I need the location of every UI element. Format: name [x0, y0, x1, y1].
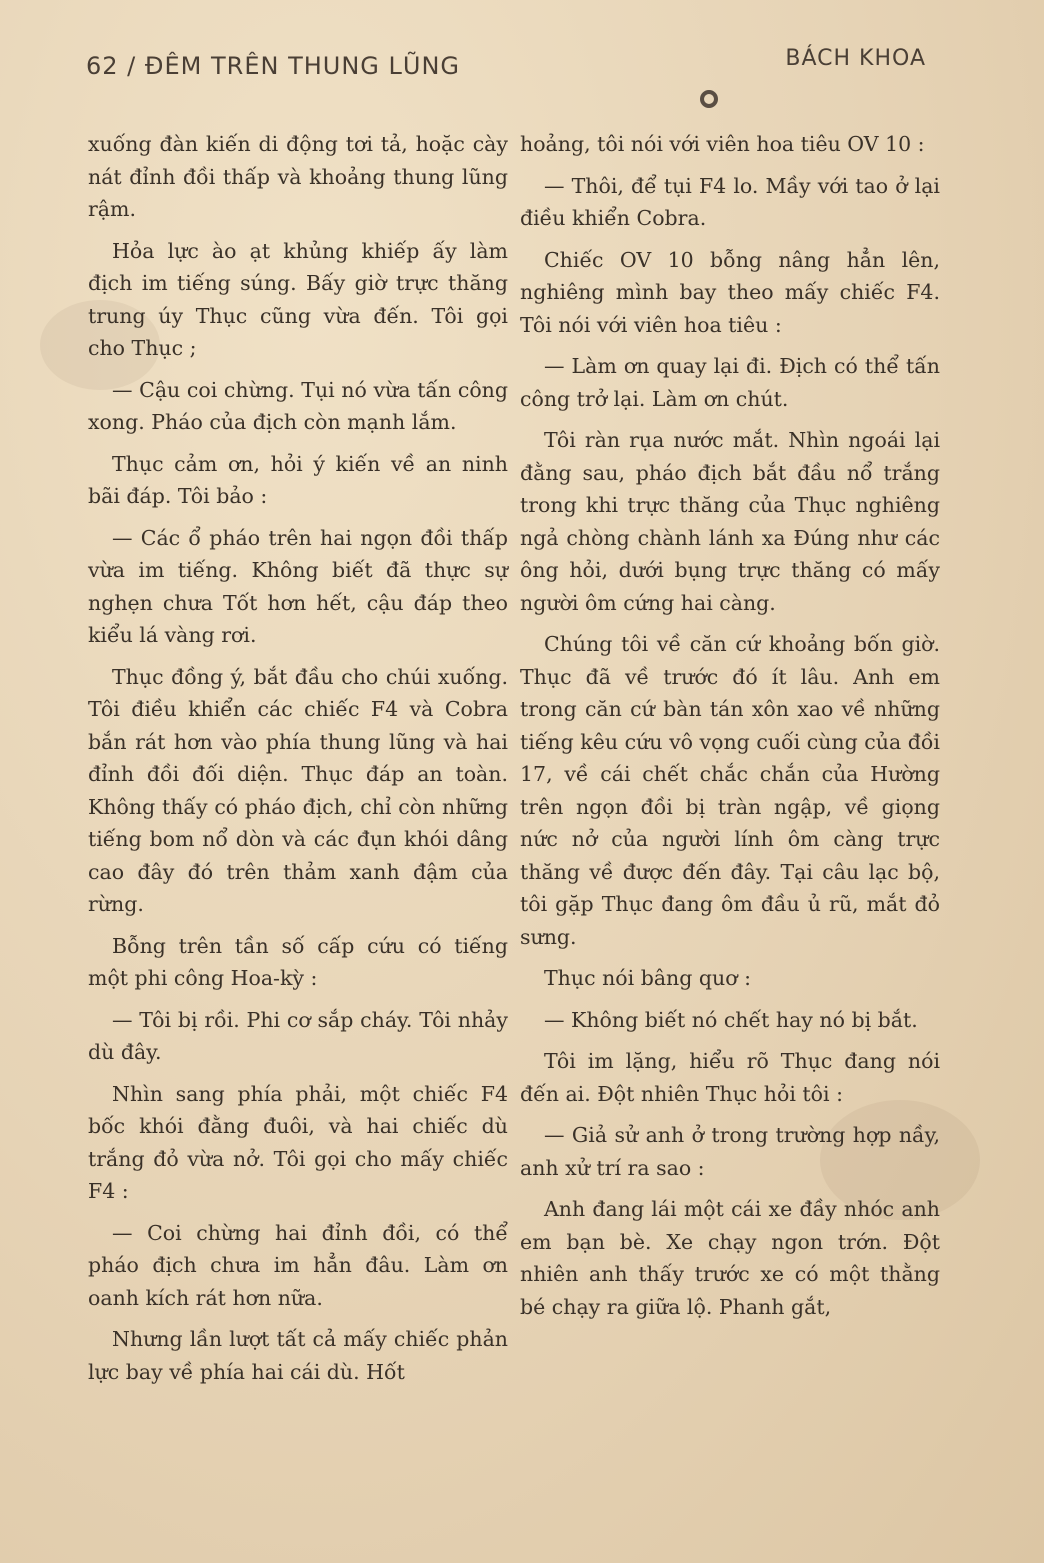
paragraph: — Các ổ pháo trên hai ngọn đồi thấp vừa im tiếng. Không biết đã thực sự nghẹn chưa Tốt hơn hết, cậu đáp theo kiểu lá vàng rơi. — [88, 525, 508, 647]
paragraph: Hỏa lực ào ạt khủng khiếp ấy làm địch im tiếng súng. Bấy giờ trực thăng trung úy Thục cũng vừa đến. Tôi gọi cho Thục ; — [88, 238, 508, 360]
paragraph: Chúng tôi về căn cứ khoảng bốn giờ. Thục đã về trước đó ít lâu. Anh em trong căn cứ bàn tán xôn xao về những tiếng kêu cứu vô vọng cuối cùng của đồi 17, về cái chết chắc chắn của Hường trên ngọn đồi bị tràn ngập, về giọng nức nở của người lính ôm càng trực thăng về được đến đây. Tại câu lạc bộ, tôi gặp Thục đang ôm đầu ủ rũ, mắt đỏ sưng. — [520, 632, 940, 949]
paragraph: Anh đang lái một cái xe đầy nhóc anh em bạn bè. Xe chạy ngon trớn. Đột nhiên anh thấy trước xe có một thằng bé chạy ra giữa lộ. Phanh gắt, — [520, 1197, 940, 1319]
right-column — [520, 128, 940, 1332]
paragraph: — Giả sử anh ở trong trường hợp nầy, anh xử trí ra sao : — [520, 1123, 940, 1180]
ornament-icon — [700, 90, 718, 108]
paragraph: Thục đồng ý, bắt đầu cho chúi xuống. Tôi điều khiển các chiếc F4 và Cobra bắn rát hơn vào phía thung lũng và hai đỉnh đồi đối diện. Thục đáp an toàn. Không thấy có pháo địch, chỉ còn những tiếng bom nổ dòn và các đụn khói dâng cao đây đó trên thảm xanh đậm của rừng. — [88, 664, 508, 916]
paragraph: Tôi im lặng, hiểu rõ Thục đang nói đến ai. Đột nhiên Thục hỏi tôi : — [520, 1049, 940, 1106]
left-column — [88, 128, 508, 1397]
paragraph: Nhìn sang phía phải, một chiếc F4 bốc khói đằng đuôi, và hai chiếc dù trắng đỏ vừa nở. Tôi gọi cho mấy chiếc F4 : — [88, 1081, 508, 1203]
paragraph: — Cậu coi chừng. Tụi nó vừa tấn công xong. Pháo của địch còn mạnh lắm. — [88, 377, 508, 434]
paragraph: — Thôi, để tụi F4 lo. Mầy với tao ở lại điều khiển Cobra. — [520, 173, 940, 230]
paragraph: xuống đàn kiến di động tơi tả, hoặc cày nát đỉnh đồi thấp và khoảng thung lũng rậm. — [88, 132, 508, 221]
paragraph: hoảng, tôi nói với viên hoa tiêu OV 10 : — [520, 132, 925, 156]
paragraph: — Coi chừng hai đỉnh đồi, có thể pháo địch chưa im hẳn đâu. Làm ơn oanh kích rát hơn nữa. — [88, 1220, 508, 1310]
paragraph: Thục nói bâng quơ : — [544, 966, 751, 990]
paragraph: Chiếc OV 10 bỗng nâng hẳn lên, nghiêng mình bay theo mấy chiếc F4. Tôi nói với viên hoa tiêu : — [520, 247, 940, 337]
paragraph: — Không biết nó chết hay nó bị bắt. — [544, 1007, 918, 1032]
paragraph: Nhưng lần lượt tất cả mấy chiếc phản lực bay về phía hai cái dù. Hốt — [88, 1327, 508, 1384]
paragraph: Bỗng trên tần số cấp cứu có tiếng một phi công Hoa-kỳ : — [88, 933, 508, 990]
page-header-right: BÁCH KHOA — [785, 46, 926, 71]
paragraph: — Tôi bị rồi. Phi cơ sắp cháy. Tôi nhảy dù đây. — [88, 1007, 508, 1064]
paragraph: Thục cảm ơn, hỏi ý kiến về an ninh bãi đáp. Tôi bảo : — [88, 451, 508, 508]
paragraph: Tôi ràn rụa nước mắt. Nhìn ngoái lại đằng sau, pháo địch bắt đầu nổ trắng trong khi trực thăng của Thục nghiêng ngả chòng chành lánh xa Đúng như các ông hỏi, dưới bụng trực thăng có mấy người ôm cứng hai càng. — [520, 428, 940, 615]
paragraph: — Làm ơn quay lại đi. Địch có thể tấn công trở lại. Làm ơn chút. — [520, 354, 940, 411]
page-header-left: 62 / ĐÊM TRÊN THUNG LŨNG — [86, 52, 461, 80]
